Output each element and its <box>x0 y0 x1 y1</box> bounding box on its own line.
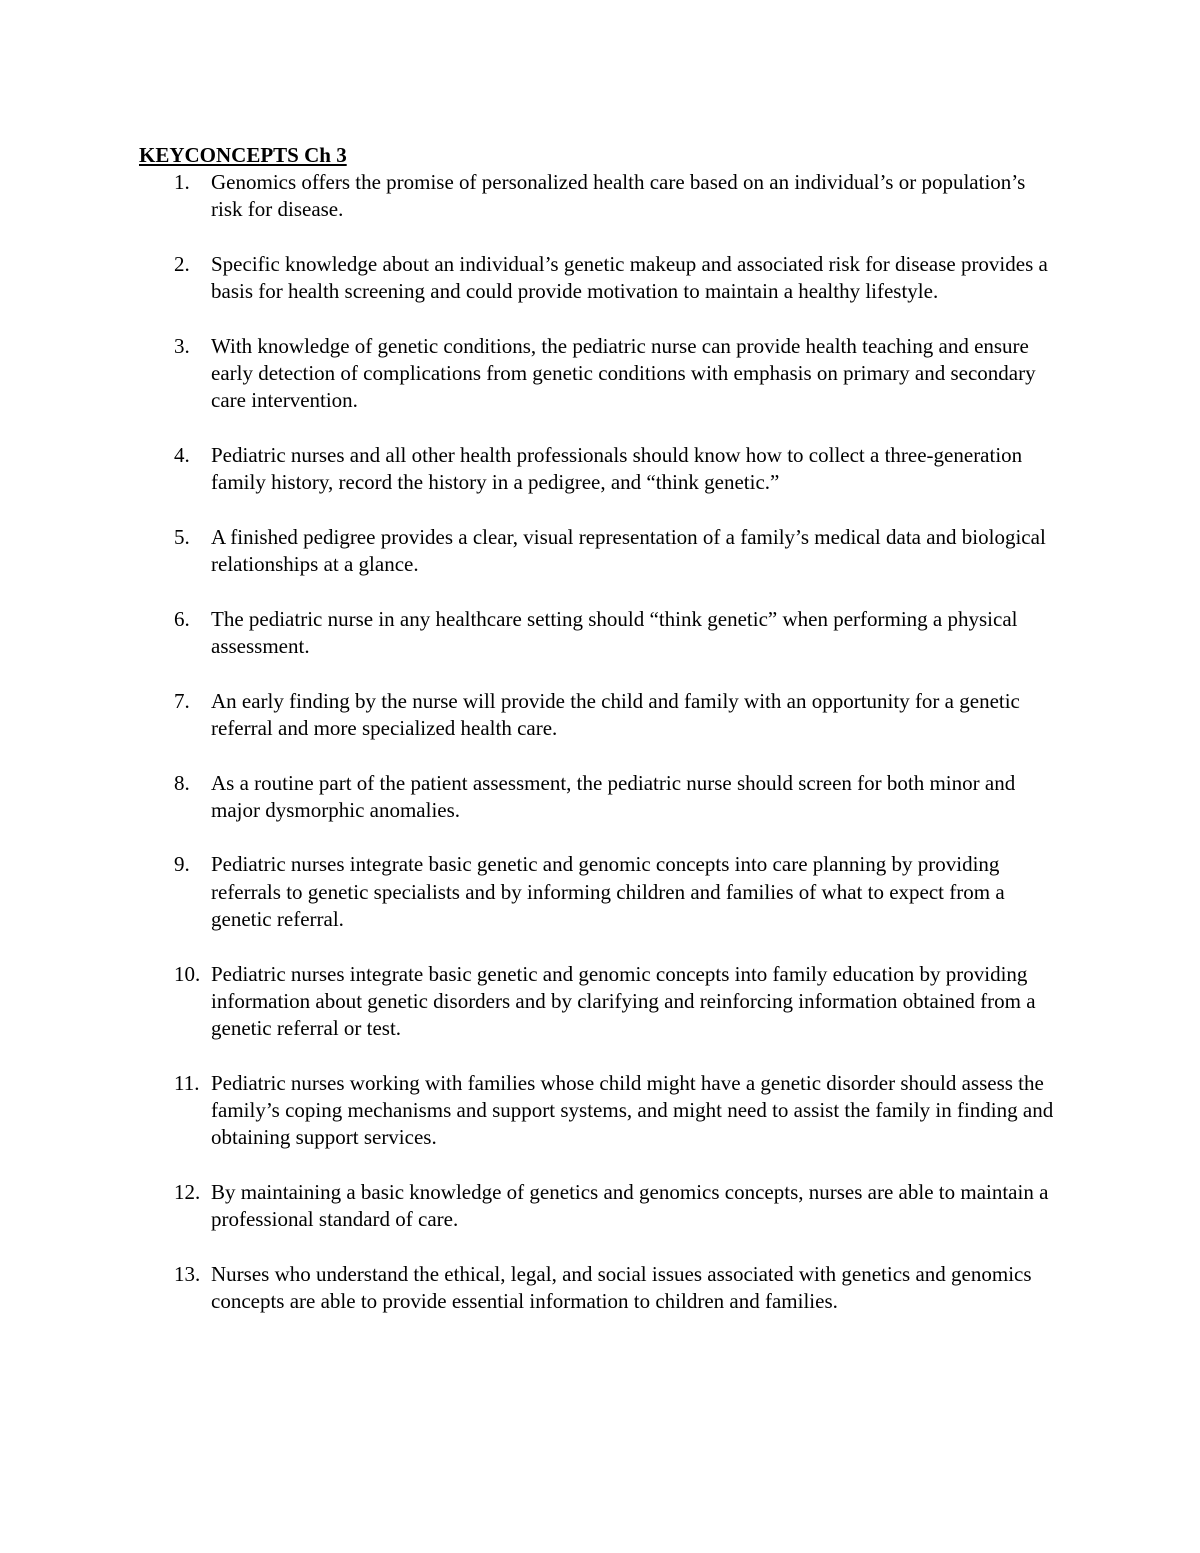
list-item-number: 13. <box>174 1261 201 1286</box>
list-item-number: 2. <box>174 251 190 276</box>
list-item-text: Pediatric nurses and all other health professionals should know how to collect a three-generation family history, record the history in a pedigree, and “think genetic.” <box>211 442 1023 495</box>
list-item-text: The pediatric nurse in any healthcare setting should “think genetic” when performing a physical assessment. <box>211 606 1018 659</box>
list-item <box>139 606 1054 661</box>
list-item-text: Nurses who understand the ethical, legal, and social issues associated with genetics and genomics concepts are able to provide essential information to children and families. <box>211 1261 1032 1314</box>
list-item-text: With knowledge of genetic conditions, the pediatric nurse can provide health teaching and ensure early detection of complications from genetic conditions with emphasis on primary and secondary care intervention. <box>211 333 1036 413</box>
list-item-text: Genomics offers the promise of personalized health care based on an individual’s or population’s risk for disease. <box>211 170 1026 222</box>
list-item-number: 9. <box>174 852 190 877</box>
list-item-text: By maintaining a basic knowledge of genetics and genomics concepts, nurses are able to maintain a professional standard of care. <box>211 1179 1049 1232</box>
list-item <box>139 251 1054 306</box>
list-item-text: Pediatric nurses integrate basic genetic and genomic concepts into care planning by providing referrals to genetic specialists and by informing children and families of what to expect from a genetic referral. <box>211 852 1005 932</box>
list-item-number: 6. <box>174 606 190 631</box>
list-item-number: 7. <box>174 688 190 713</box>
list-item-number: 5. <box>174 524 190 549</box>
list-item-text: A finished pedigree provides a clear, visual representation of a family’s medical data and biological relationships at a glance. <box>211 524 1046 577</box>
list-item <box>139 1179 1054 1234</box>
key-concepts-list <box>139 169 1054 1343</box>
list-item-text: Pediatric nurses working with families whose child might have a genetic disorder should assess the family’s coping mechanisms and support systems, and might need to assist the family in finding and obtaining support services. <box>211 1070 1054 1150</box>
list-item <box>139 1261 1054 1316</box>
list-item-text: As a routine part of the patient assessment, the pediatric nurse should screen for both minor and major dysmorphic anomalies. <box>211 770 1016 822</box>
list-item <box>139 524 1054 579</box>
list-item-text: An early finding by the nurse will provide the child and family with an opportunity for a genetic referral and more specialized health care. <box>211 688 1020 740</box>
list-item-number: 10. <box>174 961 201 986</box>
list-item <box>139 961 1054 1043</box>
list-item-number: 4. <box>174 442 190 467</box>
list-item-number: 11. <box>174 1070 200 1095</box>
list-item <box>139 169 1054 224</box>
list-item-text: Pediatric nurses integrate basic genetic and genomic concepts into family education by providing information about genetic disorders and by clarifying and reinforcing information obtained from a genetic referral or test. <box>211 961 1036 1041</box>
list-item-number: 1. <box>174 170 190 194</box>
list-item-number: 3. <box>174 333 190 358</box>
list-item <box>139 688 1054 743</box>
document-title: KEYCONCEPTS Ch 3 <box>139 143 347 167</box>
list-item-text: Specific knowledge about an individual’s genetic makeup and associated risk for disease provides a basis for health screening and could provide motivation to maintain a healthy lifestyle. <box>211 251 1048 304</box>
list-item <box>139 770 1054 825</box>
list-item-number: 8. <box>174 770 190 795</box>
list-item <box>139 1070 1054 1152</box>
list-item <box>139 851 1054 933</box>
list-item <box>139 442 1054 497</box>
list-item <box>139 333 1054 415</box>
list-item-number: 12. <box>174 1179 201 1204</box>
